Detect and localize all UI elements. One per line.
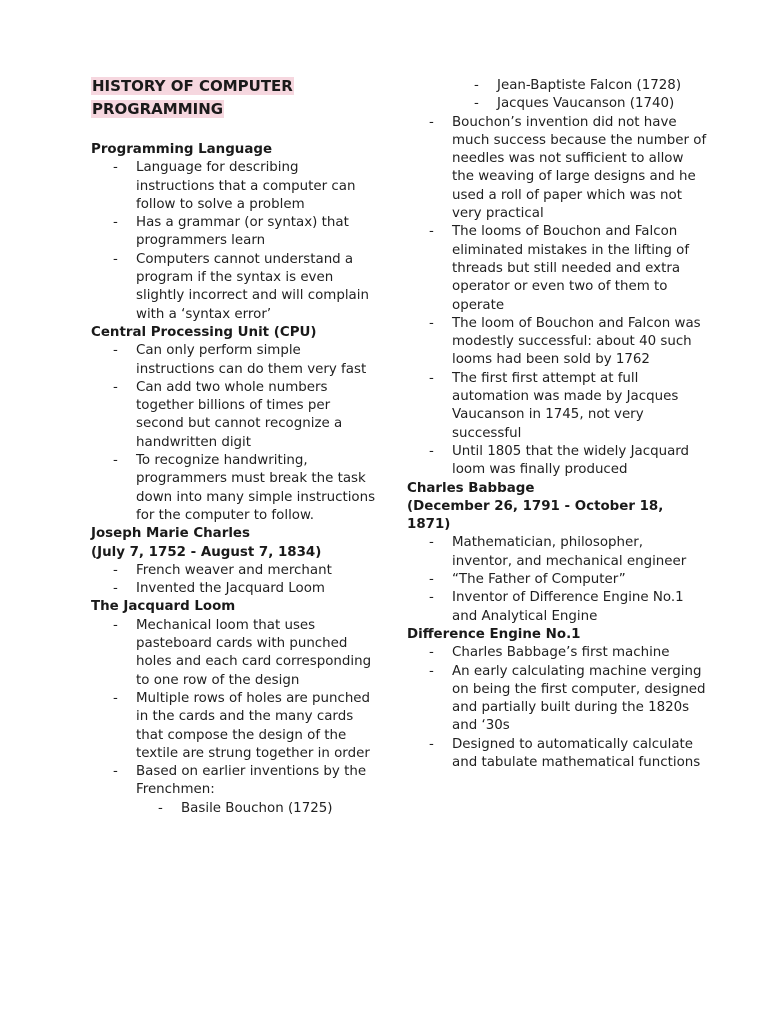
list-item-text: Based on earlier inventions by the Frenchmen: bbox=[136, 764, 367, 798]
list-item: - Can add two whole numbers together billions of times per second but cannot recognize a handwritten digit bbox=[113, 379, 381, 452]
list-item: - The loom of Bouchon and Falcon was modestly successful: about 40 such looms had been sold by 1762 bbox=[429, 315, 707, 370]
title-line-1: HISTORY OF COMPUTER bbox=[92, 77, 293, 95]
list-item: - Has a grammar (or syntax) that programmers learn bbox=[113, 214, 381, 251]
sublist-item: - Jacques Vaucanson (1740) bbox=[474, 95, 707, 113]
right-column bbox=[407, 0, 707, 772]
joseph-marie-charles-list bbox=[91, 562, 381, 599]
list-item: - Designed to automatically calculate and tabulate mathematical functions bbox=[429, 736, 707, 773]
list-item: - To recognize handwriting, programmers must break the task down into many simple instructions for the computer to follow. bbox=[113, 452, 381, 525]
section-heading-cpu: Central Processing Unit (CPU) bbox=[91, 324, 317, 340]
left-column bbox=[91, 0, 381, 818]
difference-engine-list bbox=[407, 644, 707, 772]
section-heading-joseph-marie-charles: Joseph Marie Charles bbox=[91, 526, 250, 542]
title-line-2: PROGRAMMING bbox=[92, 100, 224, 118]
jacquard-history-list bbox=[407, 114, 707, 480]
programming-language-list bbox=[91, 159, 381, 324]
list-item: - Language for describing instructions that a computer can follow to solve a problem bbox=[113, 159, 381, 214]
jacquard-loom-list bbox=[91, 617, 381, 818]
list-item: - Inventor of Difference Engine No.1 and Analytical Engine bbox=[429, 589, 707, 626]
charles-babbage-list bbox=[407, 534, 707, 625]
list-item bbox=[452, 77, 707, 114]
list-item: - Until 1805 that the widely Jacquard loom was finally produced bbox=[429, 443, 707, 480]
list-item: - Invented the Jacquard Loom bbox=[113, 580, 381, 598]
list-item: - The first first attempt at full automation was made by Jacques Vaucanson in 1745, not very successful bbox=[429, 370, 707, 443]
list-item: - Multiple rows of holes are punched in the cards and the many cards that compose the design of the textile are strung together in order bbox=[113, 690, 381, 763]
list-item: - French weaver and merchant bbox=[113, 562, 381, 580]
sublist-item: - Basile Bouchon (1725) bbox=[158, 800, 381, 818]
section-heading-jacquard-loom: The Jacquard Loom bbox=[91, 599, 236, 615]
list-item: - Mathematician, philosopher, inventor, and mechanical engineer bbox=[429, 534, 707, 571]
section-subheading-dates: (December 26, 1791 - October 18, 1871) bbox=[407, 498, 664, 533]
section-subheading-dates: (July 7, 1752 - August 7, 1834) bbox=[91, 544, 322, 560]
inventors-sublist-continued bbox=[452, 77, 707, 114]
list-item: - An early calculating machine verging on being the first computer, designed and partially built during the 1820s and ‘30s bbox=[429, 663, 707, 736]
inventors-sublist bbox=[136, 800, 381, 818]
list-item bbox=[113, 763, 381, 818]
sublist-item: - Jean-Baptiste Falcon (1728) bbox=[474, 77, 707, 95]
cpu-list bbox=[91, 342, 381, 525]
continued-list bbox=[407, 77, 707, 114]
list-item: - Charles Babbage’s first machine bbox=[429, 644, 707, 662]
list-item: - “The Father of Computer” bbox=[429, 571, 707, 589]
section-heading-charles-babbage: Charles Babbage bbox=[407, 480, 535, 496]
list-item: - Can only perform simple instructions can do them very fast bbox=[113, 342, 381, 379]
list-item: - Mechanical loom that uses pasteboard cards with punched holes and each card corresponding to one row of the design bbox=[113, 617, 381, 690]
list-item: - The looms of Bouchon and Falcon eliminated mistakes in the lifting of threads but still needed and extra operator or even two of them to operate bbox=[429, 223, 707, 314]
section-heading-programming-language: Programming Language bbox=[91, 142, 273, 157]
list-item: - Bouchon’s invention did not have much success because the number of needles was not sufficient to allow the weaving of large designs and he used a roll of paper which was not very practical bbox=[429, 114, 707, 224]
section-heading-difference-engine: Difference Engine No.1 bbox=[407, 626, 581, 642]
list-item: - Computers cannot understand a program if the syntax is even slightly incorrect and will complain with a ‘syntax error’ bbox=[113, 251, 381, 324]
